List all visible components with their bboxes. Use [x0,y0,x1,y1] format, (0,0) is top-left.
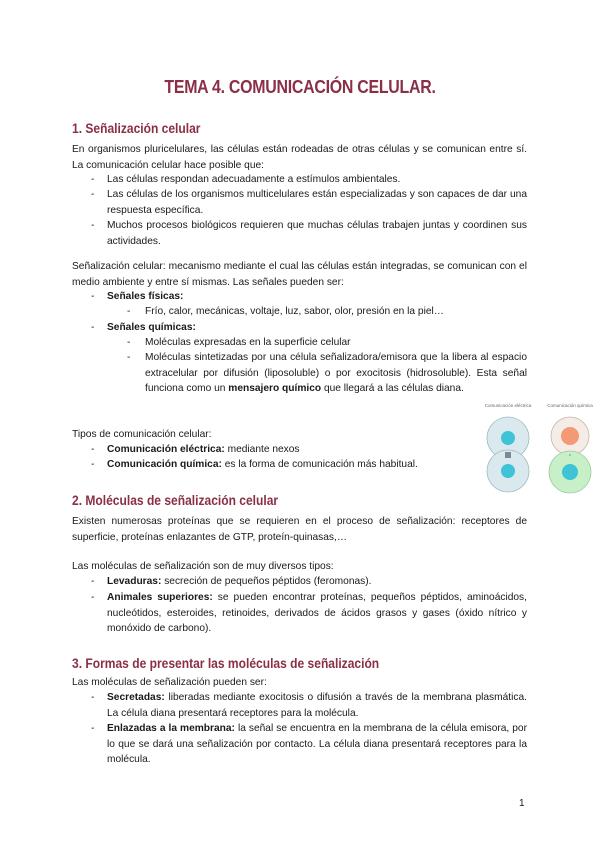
figure-caption-electrica: Comunicación eléctrica [484,403,532,408]
nucleus-top-right [561,427,579,445]
figure-caption-quimica: Comunicación química [547,403,593,408]
page-title: TEMA 4. COMUNICACIÓN CELULAR. [164,76,436,97]
section-heading-2: 2. Moléculas de señalización celular [72,492,279,508]
s3-intro: Las moléculas de señalización pueden ser: [72,677,267,688]
list-dash: - [91,459,95,470]
s1-list-item-2: Las células de los organismos multicelulares están especializadas y son capaces de dar una respuesta específica. [107,189,527,216]
s1-tipos-intro: Tipos de comunicación celular: [72,429,212,440]
section-heading-1: 1. Señalización celular [72,120,201,136]
page-number: 1 [519,798,525,809]
s2-item-levaduras: Levaduras: secreción de pequeños péptidos (feromonas). [107,576,372,587]
s1-tipo-quimica: Comunicación química: es la forma de comunicación más habitual. [107,459,418,470]
s1-quimicas-item-2: Moléculas sintetizadas por una célula señalizadora/emisora que la libera al espacio extracelular por difusión (liposoluble) o por exocitosis (hidrosoluble). Esta señal funciona como un mensajero químico que llegará a las células diana. [145,352,527,394]
nucleus-bottom-left [501,464,515,478]
s3-item-secretadas: Secretadas: liberadas mediante exocitosis o difusión a través de la membrana plasmática. La célula diana presentará receptores para la molécula. [107,692,527,719]
nucleus-bottom-right [562,464,578,480]
nucleus-top-left [501,431,515,445]
list-dash: - [91,322,95,333]
s2-item-animales: Animales superiores: se pueden encontrar proteínas, pequeños péptidos, aminoácidos, nucleótidos, esteroides, retinoides, derivados de ácidos grasos y gases (óxido nítrico y monóxido de carbono). [107,592,527,634]
s1-tipo-electrica: Comunicación eléctrica: mediante nexos [107,444,300,455]
list-dash: - [91,444,95,455]
s2-intro: Existen numerosas proteínas que se requieren en el proceso de señalización: receptores de superficie, proteínas enlazantes de GTP, proteín-quinasas,… [72,516,527,543]
list-dash: - [91,576,95,587]
list-dash: - [91,189,95,200]
section-heading-3: 3. Formas de presentar las moléculas de señalización [72,655,380,671]
s1-list-item-3: Muchos procesos biológicos requieren que muchas células trabajen juntas y coordinen sus actividades. [107,220,527,247]
s1-intro: En organismos pluricelulares, las células están rodeadas de otras células y se comunican entre sí. La comunicación celular hace posible que: [72,144,527,171]
s1-quimicas-label: Señales químicas: [107,322,196,333]
list-dash: - [127,306,131,317]
list-dash: - [91,692,95,703]
s2-tipos-intro: Las moléculas de señalización son de muy diversos tipos: [72,561,334,572]
cell-communication-figure [478,398,598,498]
s1-definition: Señalización celular: mecanismo mediante el cual las células están integradas, se comunican con el medio ambiente y entre sí mismas. Las señales pueden ser: [72,261,527,288]
s1-quimicas-item-1: Moléculas expresadas en la superficie celular [145,337,351,348]
list-dash: - [127,352,131,363]
list-dash: - [91,723,95,734]
s1-fisicas-label: Señales físicas: [107,291,184,302]
list-dash: - [127,337,131,348]
list-dash: - [91,174,95,185]
list-dash: - [91,592,95,603]
s3-item-enlazadas: Enlazadas a la membrana: la señal se encuentra en la membrana de la célula emisora, por lo que se dará una señalización por contacto. La célula diana presentará receptores para la molécula. [107,723,527,765]
list-dash: - [91,291,95,302]
gap-junction-icon [505,452,511,458]
s1-fisicas-item: Frío, calor, mecánicas, voltaje, luz, sabor, olor, presión en la piel… [145,306,444,317]
list-dash: - [91,220,95,231]
s1-list-item-1: Las células respondan adecuadamente a estímulos ambientales. [107,174,401,185]
